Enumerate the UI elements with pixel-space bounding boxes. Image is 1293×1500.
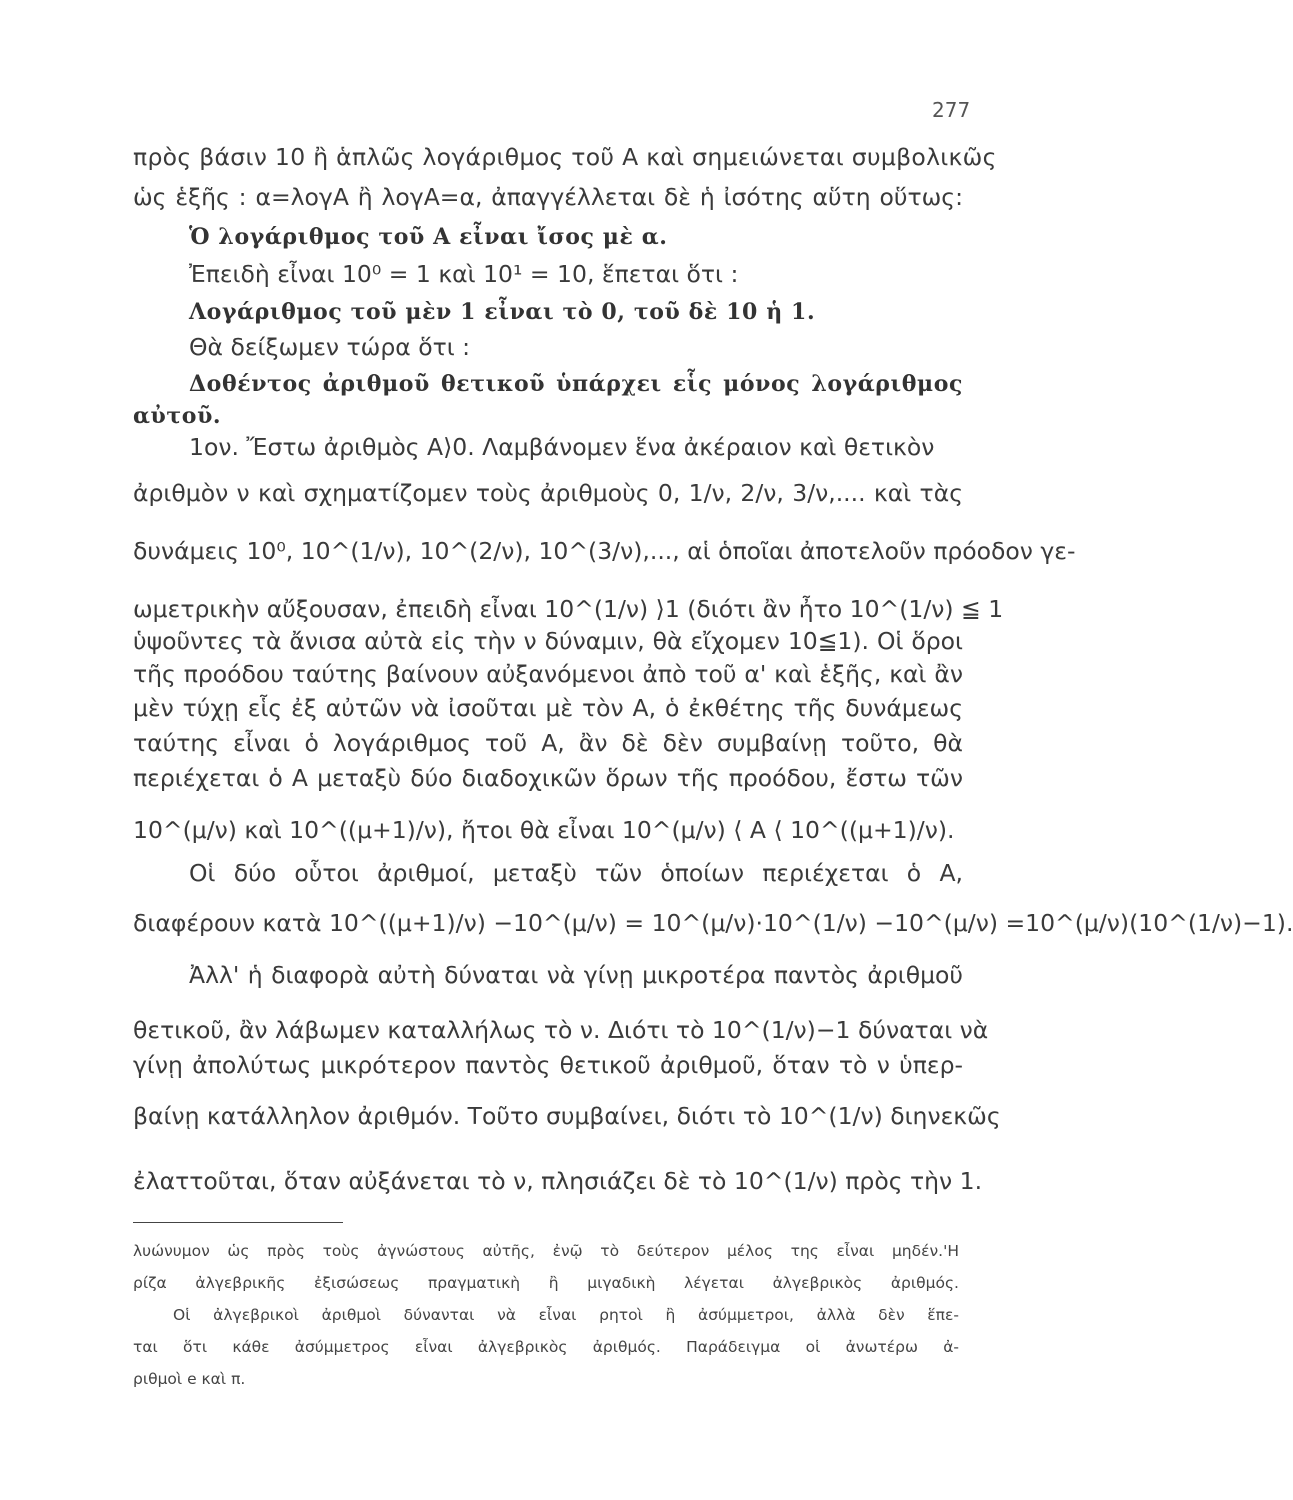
page-number: 277 <box>932 98 971 122</box>
text-line-content: ωμετρικὴν αὔξουσαν, ἐπειδὴ εἶναι 10^(1/ν) ⟩1 (διότι ἂν ἦτο 10^(1/ν) ≦ 1 <box>133 595 1004 623</box>
text-line-content: περιέχεται ὁ Α μεταξὺ δύο διαδοχικῶν ὅρων τῆς προόδου, ἔστω τῶν <box>133 764 963 792</box>
text-line <box>133 332 963 362</box>
footnote-text: ται ὅτι κάθε ἀσύμμετρος εἶναι ἀλγεβρικὸς ἀριθμός. Παράδειγμα οἱ ἀνωτέρω ἀ- <box>133 1338 959 1356</box>
text-line-content: Ἐπειδὴ εἶναι 10⁰ = 1 καὶ 10¹ = 10, ἕπεται ὅτι : <box>189 260 739 288</box>
footnote-text: Οἱ ἀλγεβρικοὶ ἀριθμοὶ δύνανται νὰ εἶναι ρητοὶ ἢ ἀσύμμετροι, ἀλλὰ δὲν ἕπε- <box>173 1306 959 1324</box>
text-line-content: Ἀλλ' ἡ διαφορὰ αὐτὴ δύναται νὰ γίνῃ μικροτέρα παντὸς ἀριθμοῦ <box>189 961 963 989</box>
theorem-statement <box>133 296 963 327</box>
text-line-content: 10^(μ/ν) καὶ 10^((μ+1)/ν), ἤτοι θὰ εἶναι 10^(μ/ν) ⟨ Α ⟨ 10^((μ+1)/ν). <box>133 816 955 844</box>
footnote-line <box>133 1336 959 1358</box>
text-line-content: Θὰ δείξωμεν τώρα ὅτι : <box>189 333 471 361</box>
text-line <box>133 763 963 793</box>
text-line <box>133 693 963 723</box>
bold-statement: αὐτοῦ. <box>133 403 222 429</box>
text-line <box>133 1166 983 1196</box>
text-line-content: ὑψοῦντες τὰ ἄνισα αὐτὰ εἰς τὴν ν δύναμιν, θὰ εἴχομεν 10≦1). Οἱ ὅροι <box>133 627 963 655</box>
text-line <box>133 626 963 656</box>
text-line <box>133 536 1076 566</box>
text-line <box>133 960 963 990</box>
footnote-line <box>133 1368 959 1390</box>
bold-statement: Δοθέντος ἀριθμοῦ θετικοῦ ὑπάρχει εἷς μόνος λογάριθμος <box>189 371 963 397</box>
text-line-content: ταύτης εἶναι ὁ λογάριθμος τοῦ Α, ἂν δὲ δὲν συμβαίνῃ τοῦτο, θὰ <box>133 729 963 757</box>
text-line <box>133 594 1004 624</box>
text-line-content: ἀριθμὸν ν καὶ σχηματίζομεν τοὺς ἀριθμοὺς 0, 1/ν, 2/ν, 3/ν,.... καὶ τὰς <box>133 479 963 507</box>
text-line <box>133 728 963 758</box>
footnote-text: ριθμοὶ e καὶ π. <box>133 1370 246 1388</box>
text-line-content: τῆς προόδου ταύτης βαίνουν αὐξανόμενοι ἀπὸ τοῦ α' καὶ ἑξῆς, καὶ ἂν <box>133 660 963 688</box>
text-line <box>133 908 1293 938</box>
text-line-content: 1ον. Ἔστω ἀριθμὸς Α⟩0. Λαμβάνομεν ἕνα ἀκέραιον καὶ θετικὸν <box>189 433 935 461</box>
text-line <box>133 478 963 508</box>
footnote-text: ρίζα ἀλγεβρικῆς ἐξισώσεως πραγματικὴ ἢ μιγαδικὴ λέγεται ἀλγεβρικὸς ἀριθμός. <box>133 1274 959 1292</box>
text-line <box>133 1015 989 1045</box>
footnote-line <box>133 1304 959 1326</box>
text-line <box>133 182 963 212</box>
text-line-content: δυνάμεις 10⁰, 10^(1/ν), 10^(2/ν), 10^(3/ν),..., αἱ ὁποῖαι ἀποτελοῦν πρόοδον γε- <box>133 537 1076 565</box>
theorem-statement <box>133 400 963 431</box>
text-line-content: ἐλαττοῦται, ὅταν αὐξάνεται τὸ ν, πλησιάζει δὲ τὸ 10^(1/ν) πρὸς τὴν 1. <box>133 1167 983 1195</box>
text-line <box>133 858 963 888</box>
text-line <box>133 1101 1001 1131</box>
text-line <box>133 659 963 689</box>
footnote-divider <box>133 1222 343 1223</box>
bold-statement: Ὁ λογάριθμος τοῦ Α εἶναι ἴσος μὲ α. <box>189 224 668 250</box>
text-line <box>133 432 963 462</box>
text-line-content: θετικοῦ, ἂν λάβωμεν καταλλήλως τὸ ν. Διότι τὸ 10^(1/ν)−1 δύναται νὰ <box>133 1016 989 1044</box>
text-line <box>133 142 997 172</box>
text-line-content: Οἱ δύο οὗτοι ἀριθμοί, μεταξὺ τῶν ὁποίων περιέχεται ὁ Α, <box>189 859 963 887</box>
text-line-content: γίνῃ ἀπολύτως μικρότερον παντὸς θετικοῦ ἀριθμοῦ, ὅταν τὸ ν ὑπερ- <box>133 1051 963 1079</box>
text-line-content: μὲν τύχῃ εἷς ἐξ αὐτῶν νὰ ἰσοῦται μὲ τὸν Α, ὁ ἐκθέτης τῆς δυνάμεως <box>133 694 963 722</box>
text-line <box>133 1050 963 1080</box>
text-line-content: πρὸς βάσιν 10 ἢ ἁπλῶς λογάριθμος τοῦ Α καὶ σημειώνεται συμβολικῶς <box>133 143 997 171</box>
text-line <box>133 259 963 289</box>
bold-statement: Λογάριθμος τοῦ μὲν 1 εἶναι τὸ 0, τοῦ δὲ 10 ἡ 1. <box>189 299 816 325</box>
text-line-content: βαίνῃ κατάλληλον ἀριθμόν. Τοῦτο συμβαίνει, διότι τὸ 10^(1/ν) διηνεκῶς <box>133 1102 1001 1130</box>
text-line-content: διαφέρουν κατὰ 10^((μ+1)/ν) −10^(μ/ν) = 10^(μ/ν)·10^(1/ν) −10^(μ/ν) =10^(μ/ν)(10^(1/ν)−1). <box>133 909 1293 937</box>
theorem-statement <box>133 368 963 399</box>
text-line <box>133 815 963 845</box>
footnote-line <box>133 1272 959 1294</box>
theorem-statement <box>133 221 963 252</box>
footnote-line <box>133 1240 959 1262</box>
footnote-text: λυώνυμον ὡς πρὸς τοὺς ἀγνώστους αὐτῆς, ἐνῷ τὸ δεύτερον μέλος της εἶναι μηδέν.'Η <box>133 1242 959 1260</box>
text-line-content: ὡς ἑξῆς : α=λογΑ ἢ λογΑ=α, ἀπαγγέλλεται δὲ ἡ ἰσότης αὕτη οὕτως: <box>133 183 963 211</box>
